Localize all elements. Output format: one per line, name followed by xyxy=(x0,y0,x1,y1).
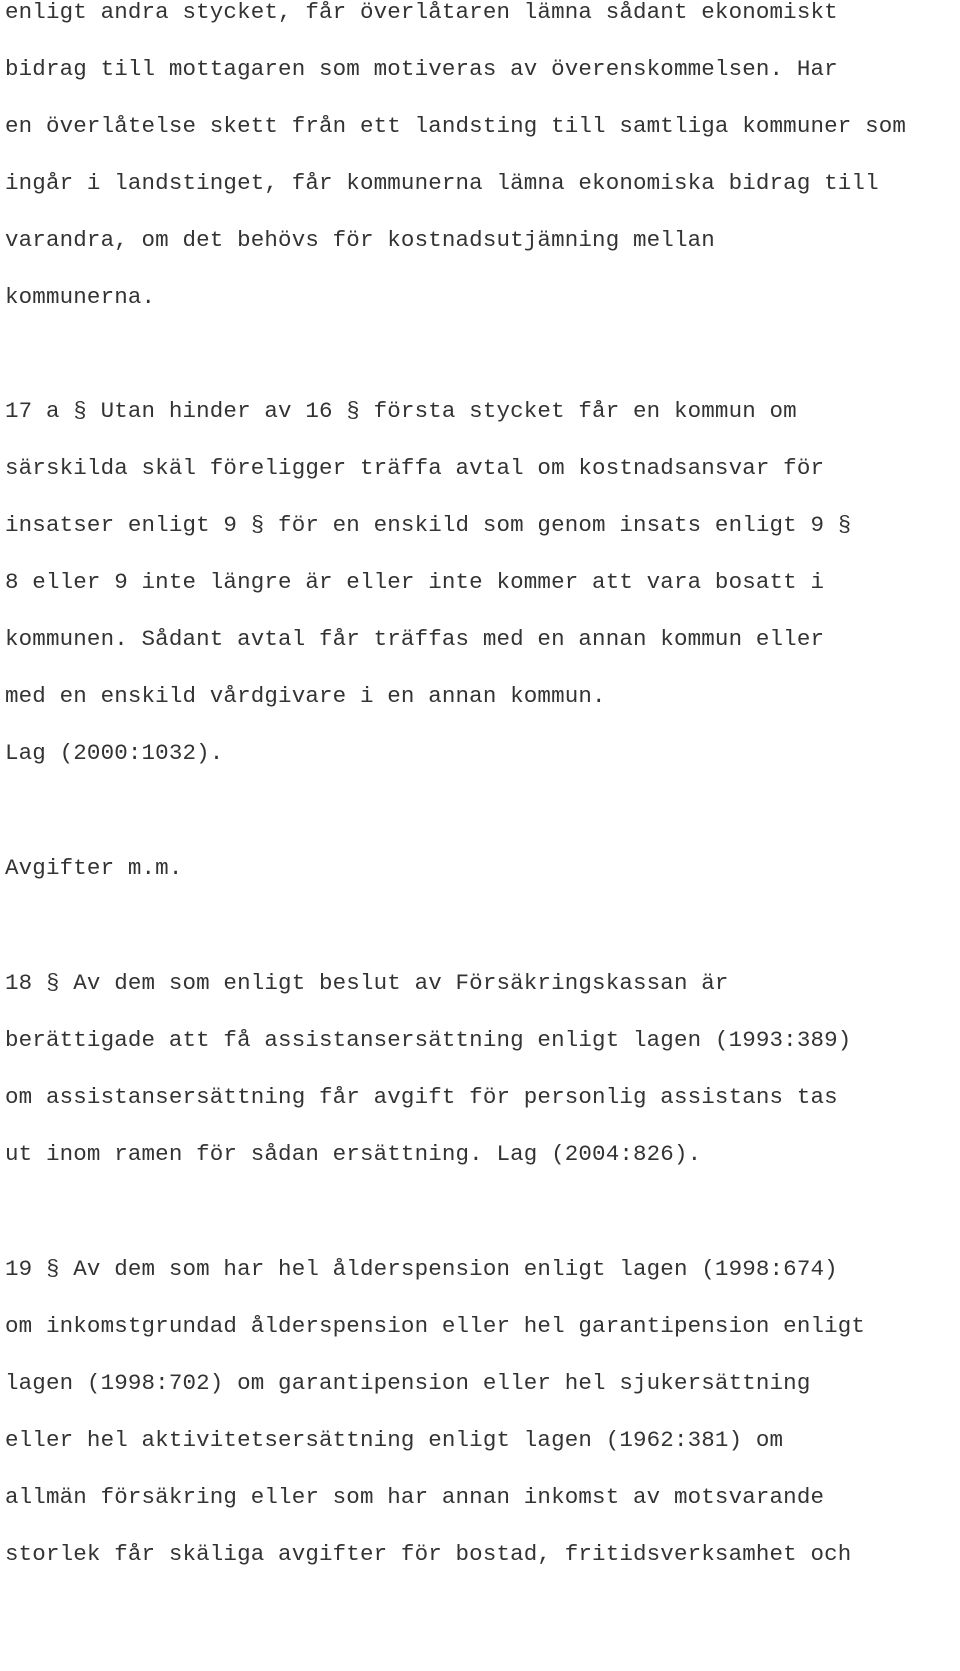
section-17a-line: Lag (2000:1032). xyxy=(5,740,224,766)
section-18-line: berättigade att få assistansersättning enligt lagen (1993:389) xyxy=(5,1027,852,1053)
section-17a-line: 8 eller 9 inte längre är eller inte kommer att vara bosatt i xyxy=(5,569,825,595)
intro-line: bidrag till mottagaren som motiveras av överenskommelsen. Har xyxy=(5,56,838,82)
section-17a-line: med en enskild vårdgivare i en annan kommun. xyxy=(5,683,606,709)
intro-line: ingår i landstinget, får kommunerna lämna ekonomiska bidrag till xyxy=(5,170,879,196)
section-18-line: 18 § Av dem som enligt beslut av Försäkringskassan är xyxy=(5,970,729,996)
section-19-line: lagen (1998:702) om garantipension eller hel sjukersättning xyxy=(5,1370,811,1396)
intro-line: kommunerna. xyxy=(5,284,156,310)
intro-line: varandra, om det behövs för kostnadsutjämning mellan xyxy=(5,227,715,253)
section-19-line: eller hel aktivitetsersättning enligt lagen (1962:381) om xyxy=(5,1427,784,1453)
section-18-line: ut inom ramen för sådan ersättning. Lag (2004:826). xyxy=(5,1141,702,1167)
section-17a-line: 17 a § Utan hinder av 16 § första stycket får en kommun om xyxy=(5,398,797,424)
intro-line: enligt andra stycket, får överlåtaren lämna sådant ekonomiskt xyxy=(5,0,838,25)
section-heading: Avgifter m.m. xyxy=(5,855,183,881)
section-19-line: storlek får skäliga avgifter för bostad, fritidsverksamhet och xyxy=(5,1541,852,1567)
section-18-line: om assistansersättning får avgift för personlig assistans tas xyxy=(5,1084,838,1110)
intro-line: en överlåtelse skett från ett landsting till samtliga kommuner som xyxy=(5,113,907,139)
section-19-line: om inkomstgrundad ålderspension eller hel garantipension enligt xyxy=(5,1313,866,1339)
section-17a-line: insatser enligt 9 § för en enskild som genom insats enligt 9 § xyxy=(5,512,852,538)
section-19-line: allmän försäkring eller som har annan inkomst av motsvarande xyxy=(5,1484,825,1510)
section-17a-line: särskilda skäl föreligger träffa avtal om kostnadsansvar för xyxy=(5,455,825,481)
section-19-line: 19 § Av dem som har hel ålderspension enligt lagen (1998:674) xyxy=(5,1256,838,1282)
section-17a-line: kommunen. Sådant avtal får träffas med en annan kommun eller xyxy=(5,626,825,652)
